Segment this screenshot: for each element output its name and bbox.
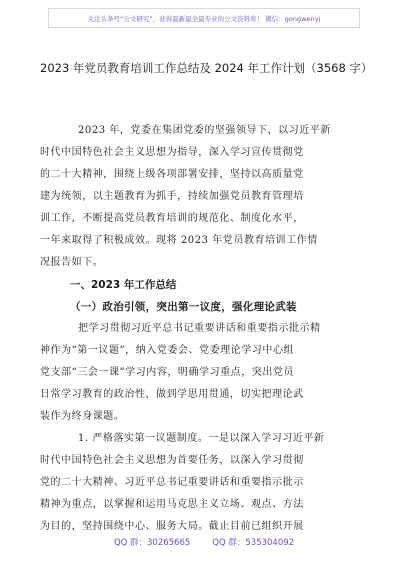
paragraph-line: 党支部“三会一课”学习内容，明确学习重点，突出党员 xyxy=(40,367,294,378)
footer-qq-group-1: QQ 群：30265665 xyxy=(113,538,191,548)
paragraph-line: 的二十大精神，围绕上级各项部署安排，坚持以高质量党 xyxy=(40,169,304,180)
paragraph-line: 建为统领，以主题教育为抓手，持续加强党员教育管理培 xyxy=(40,191,304,202)
promo-banner-text: 关注头条号“公文研究”，获得最新最全最专业的公文资料库！ 微信：gongwenyj xyxy=(87,14,321,23)
paragraph-line: 训工作，不断提高党员教育培训的规范化、制度化水平， xyxy=(40,213,304,224)
document-title: 2023 年党员教育培训工作总结及 2024 年工作计划（3568 字） xyxy=(40,61,373,75)
paragraph-line: 1. 严格落实第一议题制度。一是以深入学习习近平新 xyxy=(78,433,325,444)
paragraph-line: 时代中国特色社会主义思想为指导，深入学习宣传贯彻党 xyxy=(40,147,304,158)
paragraph-line: 时代中国特色社会主义思想为首要任务，以深入学习贯彻 xyxy=(40,455,304,466)
paragraph-line: 把学习贯彻习近平总书记重要讲话和重要指示批示精 xyxy=(78,323,321,334)
paragraph-line: 日常学习教育的政治性，做到学思用贯通，切实把理论武 xyxy=(40,389,304,400)
paragraph-line: 精神为重点，以掌握和运用马克思主义立场、观点、方法 xyxy=(40,499,304,510)
footer-qq-group-2: QQ 群：535304092 xyxy=(212,538,295,548)
footer-contact xyxy=(0,536,408,548)
section-heading: 一、2023 年工作总结 xyxy=(70,279,177,291)
paragraph-line: 神作为“第一议题”，纳入党委会、党委理论学习中心组 xyxy=(40,345,294,356)
promo-banner xyxy=(48,8,360,28)
subsection-heading: （一）政治引领，突出第一议度，强化理论武装 xyxy=(70,301,297,313)
paragraph-line: 2023 年，党委在集团党委的坚强领导下，以习近平新 xyxy=(78,125,331,136)
paragraph-line: 党的二十大精神、习近平总书记重要讲话和重要指示批示 xyxy=(40,477,304,488)
paragraph-line: 一年来取得了积极成效。现将 2023 年党员教育培训工作情 xyxy=(40,235,318,246)
paragraph-line: 况报告如下。 xyxy=(40,257,104,268)
paragraph-line: 装作为终身课题。 xyxy=(40,411,125,422)
paragraph-line: 为目的，坚持围绕中心、服务大局。截止目前已组织开展 xyxy=(40,521,304,532)
